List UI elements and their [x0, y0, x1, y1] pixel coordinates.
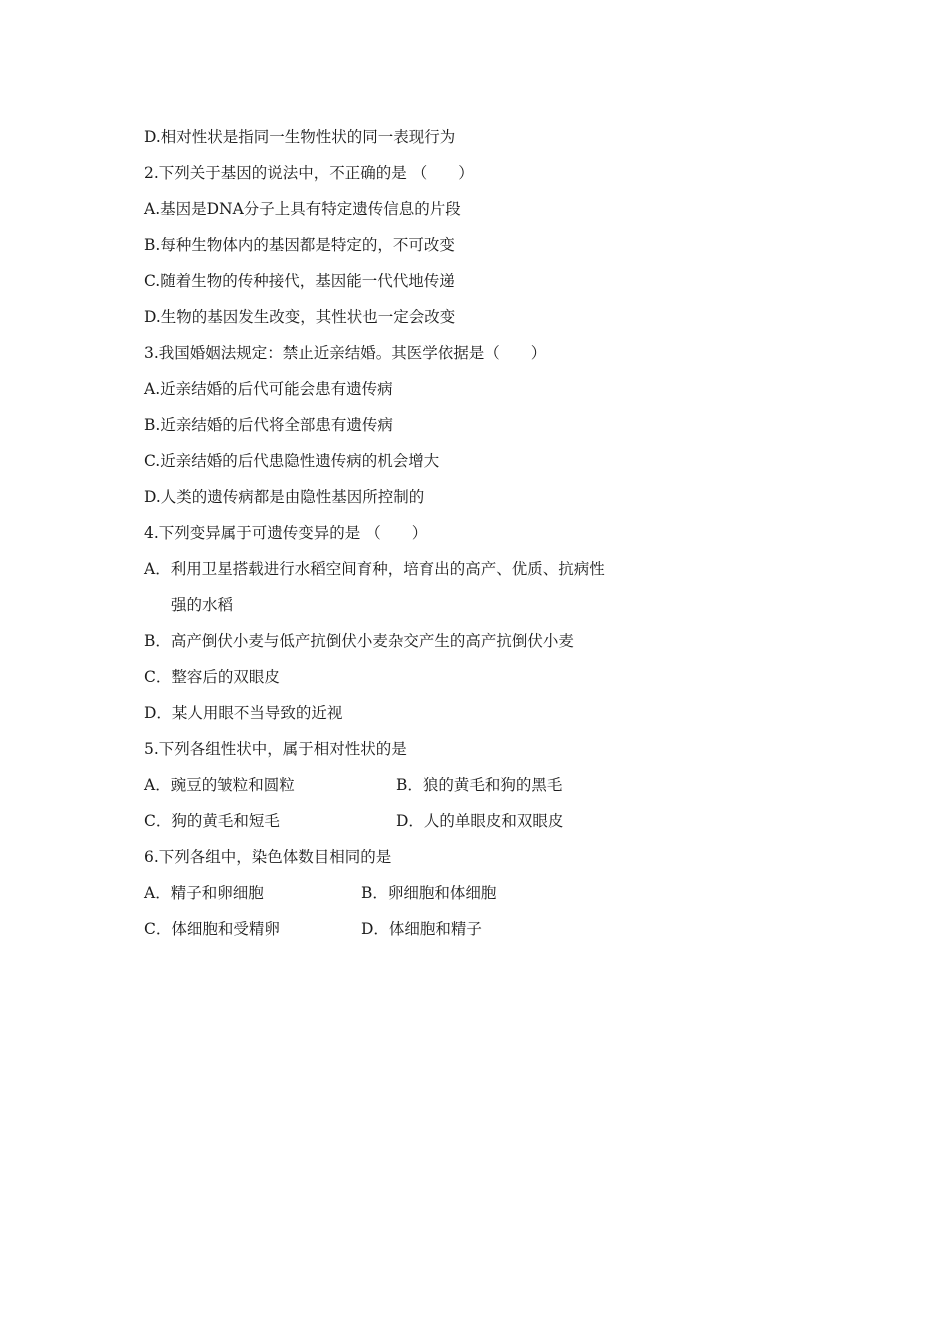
q3-option-a: A.近亲结婚的后代可能会患有遗传病 — [144, 380, 393, 398]
q5-option-d: D．人的单眼皮和双眼皮 — [396, 812, 564, 830]
q4-option-a-continued: 强的水稻 — [171, 596, 234, 614]
q3-stem: 3.我国婚姻法规定：禁止近亲结婚。其医学依据是（ ） — [144, 344, 547, 362]
q5-option-a: A．豌豆的皱粒和圆粒 — [144, 776, 295, 794]
q5-option-c: C．狗的黄毛和短毛 — [144, 812, 280, 830]
q5-option-b: B．狼的黄毛和狗的黑毛 — [396, 776, 563, 794]
q2-stem: 2.下列关于基因的说法中，不正确的是 （ ） — [144, 164, 474, 182]
q6-option-c: C．体细胞和受精卵 — [144, 920, 280, 938]
q3-option-b: B.近亲结婚的后代将全部患有遗传病 — [144, 416, 393, 434]
q5-stem: 5.下列各组性状中，属于相对性状的是 — [144, 740, 407, 758]
q4-option-a: A．利用卫星搭载进行水稻空间育种，培育出的高产、优质、抗病性 — [144, 560, 605, 578]
q2-option-b: B.每种生物体内的基因都是特定的，不可改变 — [144, 236, 455, 254]
q3-option-c: C.近亲结婚的后代患隐性遗传病的机会增大 — [144, 452, 440, 470]
q6-option-d: D．体细胞和精子 — [361, 920, 482, 938]
q6-stem: 6.下列各组中，染色体数目相同的是 — [144, 848, 392, 866]
q6-option-a: A．精子和卵细胞 — [144, 884, 264, 902]
q6-option-b: B．卵细胞和体细胞 — [361, 884, 497, 902]
q1-option-d: D.相对性状是指同一生物性状的同一表现行为 — [144, 128, 456, 146]
q4-stem: 4.下列变异属于可遗传变异的是 （ ） — [144, 524, 428, 542]
q2-option-c: C.随着生物的传种接代，基因能一代代地传递 — [144, 272, 455, 290]
q3-option-d: D.人类的遗传病都是由隐性基因所控制的 — [144, 488, 425, 506]
q4-option-c: C．整容后的双眼皮 — [144, 668, 280, 686]
q2-option-d: D.生物的基因发生改变，其性状也一定会改变 — [144, 308, 456, 326]
q4-option-b: B．高产倒伏小麦与低产抗倒伏小麦杂交产生的高产抗倒伏小麦 — [144, 632, 574, 650]
q2-option-a: A.基因是DNA分子上具有特定遗传信息的片段 — [144, 200, 461, 218]
q4-option-d: D．某人用眼不当导致的近视 — [144, 704, 343, 722]
